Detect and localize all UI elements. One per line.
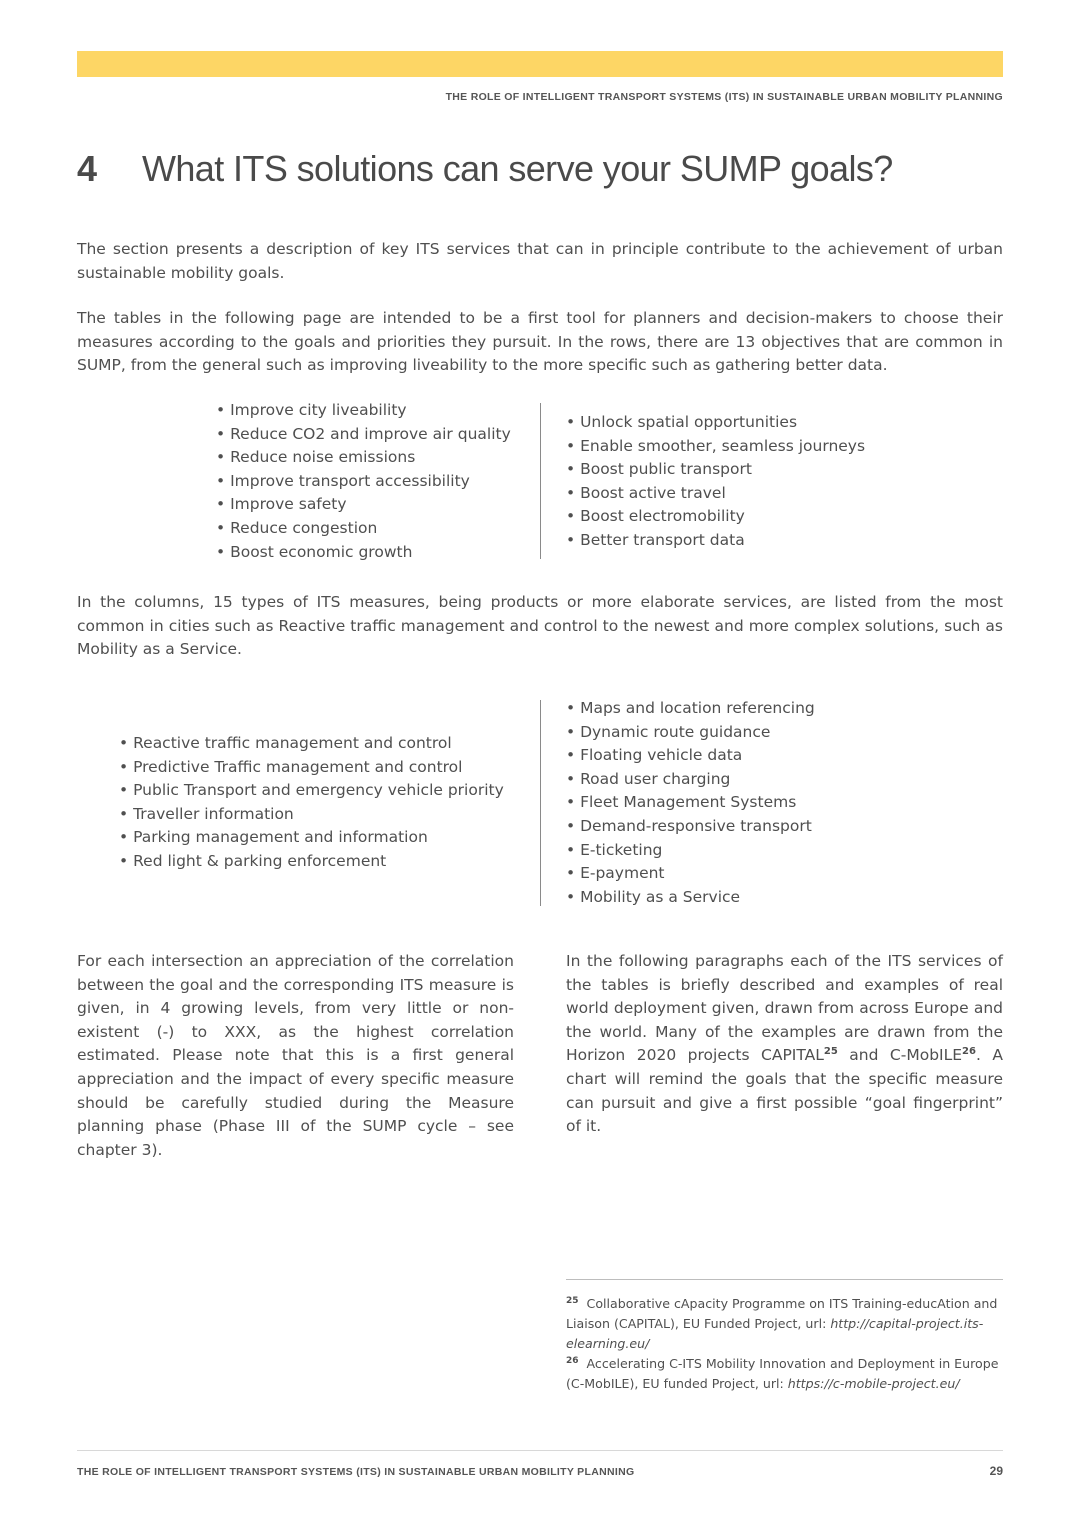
list-item: • Traveller information — [119, 803, 504, 827]
footer-divider — [77, 1450, 1003, 1451]
footnote-ref-25[interactable]: 25 — [823, 1046, 838, 1058]
footnote-number: 25 — [566, 1295, 579, 1306]
intro-paragraph: The section presents a description of key ITS services that can in principle contribute to the achievement of urban sustainable mobility goals. — [77, 240, 1003, 282]
list-divider — [540, 700, 541, 906]
list-item: • Reduce congestion — [216, 517, 511, 541]
list-item: • Red light & parking enforcement — [119, 850, 504, 874]
footnote-number: 26 — [566, 1355, 579, 1366]
list-item: • Reactive traffic management and control — [119, 732, 504, 756]
columns-paragraph: In the columns, 15 types of ITS measures, being products or more elaborate services, are listed from the most common in cities such as Reactive traffic management and control to the newest and more complex solutions, such as Mobility as a Service. — [77, 593, 1003, 659]
text-segment: In the following paragraphs each of the ITS services of the tables is briefly described and examples of real world deployment given, drawn from across Europe and the world. Many of the examples are drawn from the Horizon 2020 projects CAPITAL — [566, 952, 1003, 1065]
list-item: • Reduce noise emissions — [216, 446, 511, 470]
list-item: • Improve city liveability — [216, 399, 511, 423]
list-item: • Fleet Management Systems — [566, 791, 815, 815]
page-title: What ITS solutions can serve your SUMP goals? — [142, 148, 893, 189]
following-paragraphs-text — [566, 950, 1003, 1139]
list-item: • E-payment — [566, 862, 815, 886]
list-item: • Unlock spatial opportunities — [566, 411, 865, 435]
objectives-list-left — [216, 399, 511, 564]
list-item: • Predictive Traffic management and control — [119, 756, 504, 780]
footnote-26 — [566, 1354, 1003, 1394]
list-item: • Boost electromobility — [566, 505, 865, 529]
footnote-text: Accelerating C-ITS Mobility Innovation and Deployment in Europe (C-MobILE), EU funded Project, url: — [566, 1356, 999, 1391]
its-measures-list-left — [119, 732, 504, 874]
list-divider — [540, 403, 541, 559]
chapter-number: 4 — [77, 148, 98, 189]
footnote-text: Collaborative cApacity Programme on ITS Training-educAtion and Liaison (CAPITAL), EU Funded Project, url: — [566, 1296, 998, 1331]
list-item: • Reduce CO2 and improve air quality — [216, 423, 511, 447]
correlation-paragraph: For each intersection an appreciation of the correlation between the goal and the corresponding ITS measure is given, in 4 growing levels, from very little or non-existent (-) to XXX, as the highest correlation estimated. Please note that this is a first general appreciation and the impact of every specific measure should be carefully studied during the Measure planning phase (Phase III of the SUMP cycle – see chapter 3). — [77, 952, 514, 1159]
footnote-link[interactable]: https://c-mobile-project.eu/ — [787, 1376, 960, 1391]
list-item: • Improve safety — [216, 493, 511, 517]
its-measures-list-right — [566, 697, 815, 909]
footnote-divider — [566, 1279, 1003, 1280]
list-item: • Boost active travel — [566, 482, 865, 506]
list-item: • Better transport data — [566, 529, 865, 553]
footnote-link[interactable]: http://capital-project.its-elearning.eu/ — [566, 1316, 984, 1351]
list-item: • Enable smoother, seamless journeys — [566, 435, 865, 459]
text-segment: and C-MobILE — [837, 1046, 963, 1065]
list-item: • Improve transport accessibility — [216, 470, 511, 494]
list-item: • Floating vehicle data — [566, 744, 815, 768]
list-item: • Maps and location referencing — [566, 697, 815, 721]
list-item: • Boost economic growth — [216, 541, 511, 565]
footnote-25 — [566, 1294, 1003, 1354]
running-header: THE ROLE OF INTELLIGENT TRANSPORT SYSTEMS (ITS) IN SUSTAINABLE URBAN MOBILITY PLANNING — [445, 91, 1003, 103]
list-item: • E-ticketing — [566, 839, 815, 863]
header-accent-bar — [77, 51, 1003, 77]
tables-paragraph: The tables in the following page are intended to be a first tool for planners and decision-makers to choose their measures according to the goals and priorities they pursuit. In the rows, there are 13 objectives that are common in SUMP, from the general such as improving liveability to the more specific such as gathering better data. — [77, 309, 1003, 375]
list-item: • Mobility as a Service — [566, 886, 815, 910]
list-item: • Public Transport and emergency vehicle priority — [119, 779, 504, 803]
list-item: • Parking management and information — [119, 826, 504, 850]
footnote-ref-26[interactable]: 26 — [962, 1046, 976, 1058]
running-footer: THE ROLE OF INTELLIGENT TRANSPORT SYSTEMS (ITS) IN SUSTAINABLE URBAN MOBILITY PLANNING — [77, 1466, 635, 1478]
list-item: • Demand-responsive transport — [566, 815, 815, 839]
list-item: • Boost public transport — [566, 458, 865, 482]
objectives-list-right — [566, 411, 865, 553]
list-item: • Road user charging — [566, 768, 815, 792]
list-item: • Dynamic route guidance — [566, 721, 815, 745]
page-number: 29 — [989, 1464, 1003, 1478]
text-segment: . A chart will remind the goals that the specific measure can pursuit and give a first possible “goal fingerprint” of it. — [566, 1046, 1003, 1136]
